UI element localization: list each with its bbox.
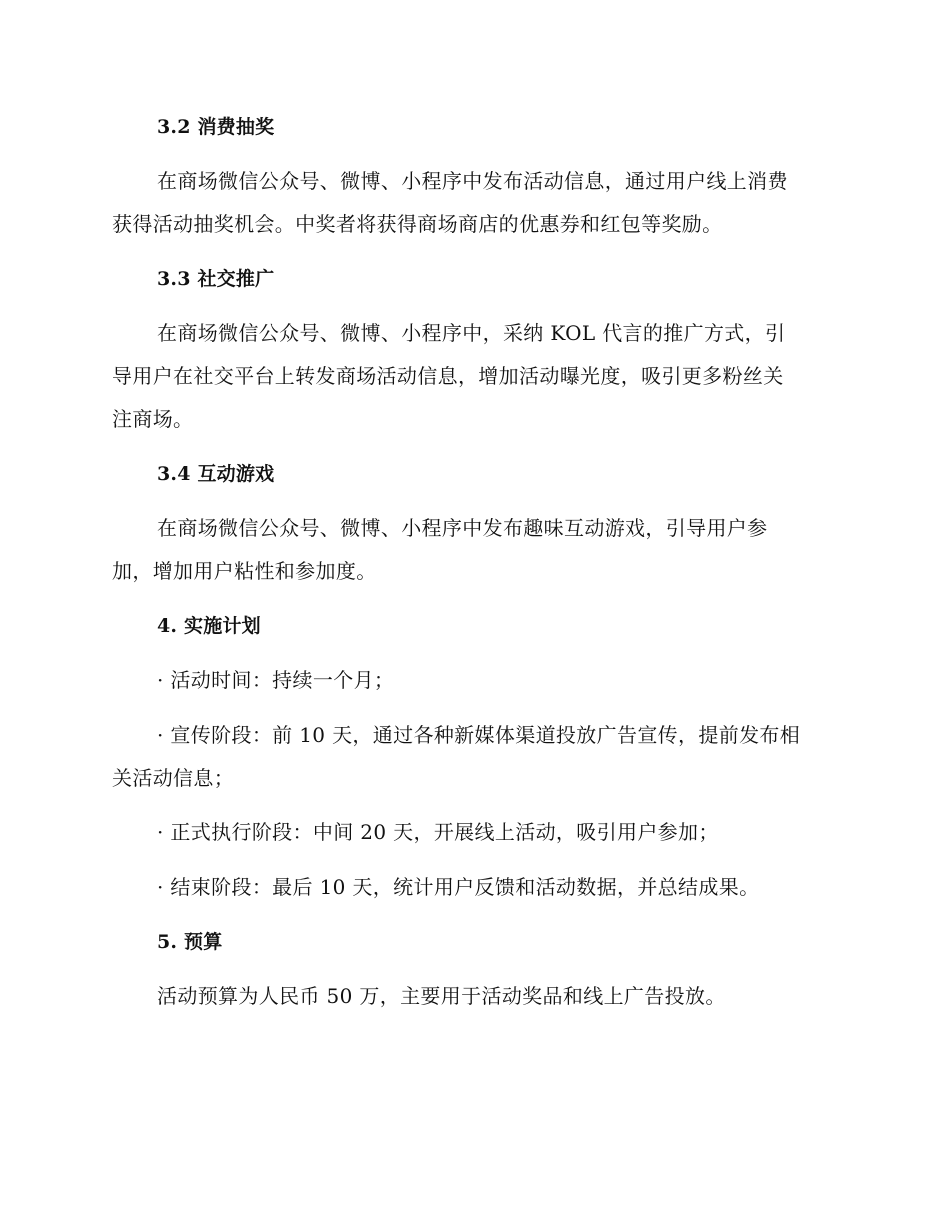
paragraph-line: 获得活动抽奖机会。中奖者将获得商场商店的优惠券和红包等奖励。 [112, 212, 723, 236]
paragraph-line: 在商场微信公众号、微博、小程序中，采纳 KOL 代言的推广方式，引 [157, 321, 786, 345]
paragraph-line: 在商场微信公众号、微博、小程序中发布趣味互动游戏，引导用户参 [157, 516, 768, 540]
section-heading-3-4: 3.4 互动游戏 [157, 463, 275, 485]
paragraph-line: 在商场微信公众号、微博、小程序中发布活动信息，通过用户线上消费 [157, 169, 788, 193]
bullet-item: · 活动时间：持续一个月； [157, 668, 395, 692]
bullet-item-continuation: 关活动信息； [112, 766, 235, 790]
section-heading-3-2: 3.2 消费抽奖 [157, 116, 275, 138]
bullet-item: · 正式执行阶段：中间 20 天，开展线上活动，吸引用户参加； [157, 820, 719, 844]
paragraph-line: 注商场。 [112, 407, 194, 431]
paragraph-line: 加，增加用户粘性和参加度。 [112, 559, 377, 583]
section-heading-3-3: 3.3 社交推广 [157, 268, 275, 290]
paragraph-line: 活动预算为人民币 50 万，主要用于活动奖品和线上广告投放。 [157, 984, 726, 1008]
section-heading-5: 5. 预算 [157, 931, 223, 953]
bullet-item: · 宣传阶段：前 10 天，通过各种新媒体渠道投放广告宣传，提前发布相 [157, 723, 801, 747]
bullet-item: · 结束阶段：最后 10 天，统计用户反馈和活动数据，并总结成果。 [157, 875, 760, 899]
paragraph-line: 导用户在社交平台上转发商场活动信息，增加活动曝光度，吸引更多粉丝关 [112, 364, 784, 388]
section-heading-4: 4. 实施计划 [157, 615, 261, 637]
